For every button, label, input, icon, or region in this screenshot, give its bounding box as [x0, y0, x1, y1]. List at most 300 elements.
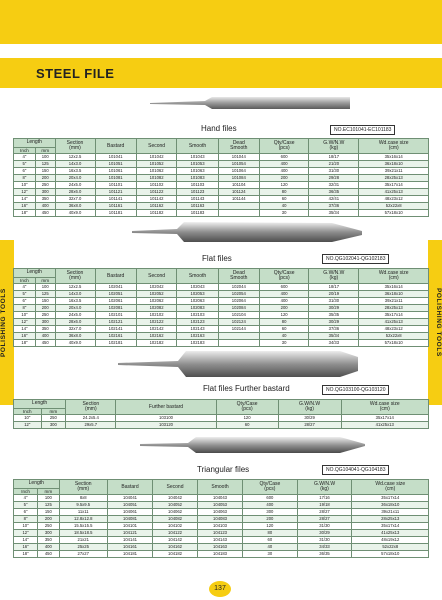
table-cell: 21/20 [309, 161, 359, 168]
table-cell: 30 [259, 210, 308, 217]
table-cell: 104083 [197, 516, 242, 523]
table-cell: 102083 [177, 305, 218, 312]
table-row [14, 516, 429, 523]
table-cell: 102142 [136, 326, 177, 333]
table-cell: 101052 [136, 161, 177, 168]
table-cell: 300 [35, 189, 55, 196]
table-cell: 30/29 [309, 319, 359, 326]
table-cell: 80 [259, 189, 308, 196]
table-cell: 102161 [95, 333, 136, 340]
table-cell: 35/34 [309, 333, 359, 340]
table-cell: 102043 [177, 284, 218, 291]
table-cell: 102104 [218, 312, 259, 319]
table-cell: 8x8 [59, 495, 107, 502]
table-cell: 57x18x10 [352, 551, 429, 558]
table-cell: 39x21x11 [352, 509, 429, 516]
flat-files-code: NO.QG102041-QG102183 [322, 254, 389, 264]
table-cell: 21x21 [59, 537, 107, 544]
table-cell: 18/17 [309, 284, 359, 291]
hand-files-table [13, 138, 429, 217]
table-row [14, 530, 429, 537]
table-cell: 16" [14, 333, 36, 340]
table-cell: 102054 [218, 291, 259, 298]
table-cell: 104141 [107, 537, 152, 544]
table-cell [218, 203, 259, 210]
table-row [14, 189, 429, 196]
table-cell: 37/36 [309, 326, 359, 333]
table-cell: 28x6.0 [55, 319, 95, 326]
page-title: STEEL FILE [36, 66, 115, 81]
table-cell: 36/35 [297, 551, 352, 558]
further-bastard-file-image [118, 347, 358, 381]
col-inch: Inch [14, 409, 42, 415]
table-cell: 200 [38, 516, 60, 523]
table-cell: 102181 [95, 340, 136, 347]
table-row [14, 154, 429, 161]
table-cell: 57x18x10 [359, 340, 429, 347]
table-cell: 101183 [177, 210, 218, 217]
table-cell: 34/33 [309, 340, 359, 347]
table-cell: 300 [38, 530, 60, 537]
table-cell: 25x25 [59, 544, 107, 551]
table-cell: 300 [35, 319, 55, 326]
table-cell: 31/30 [297, 523, 352, 530]
table-cell: 35x17x14 [359, 182, 429, 189]
table-cell: 102042 [136, 284, 177, 291]
col-dead-smooth: Dead Smooth [218, 269, 259, 284]
triangular-files-table [13, 479, 429, 558]
table-cell: 102064 [218, 298, 259, 305]
table-cell: 101043 [177, 154, 218, 161]
table-cell: 36x18x10 [359, 161, 429, 168]
table-cell: 40x9.0 [55, 210, 95, 217]
table-cell: 102082 [136, 305, 177, 312]
col-mm: mm [35, 278, 55, 284]
hand-files-code: NO.EC101041-EC101183 [330, 125, 395, 135]
col-section: Section (mm) [66, 400, 116, 415]
table-cell: 17/16 [297, 495, 352, 502]
table-row [14, 284, 429, 291]
table-cell: 12x2.5 [55, 154, 95, 161]
table-cell: 36x8.0 [55, 333, 95, 340]
table-row [14, 537, 429, 544]
table-cell: 104062 [153, 509, 198, 516]
table-cell: 60 [243, 537, 297, 544]
table-cell: 39x21x11 [359, 168, 429, 175]
table-cell: 39x21x11 [359, 298, 429, 305]
table-cell: 104041 [107, 495, 152, 502]
table-cell: 104082 [153, 516, 198, 523]
table-cell: 28x6.0 [55, 189, 95, 196]
table-cell: 125 [35, 291, 55, 298]
table-cell: 400 [35, 333, 55, 340]
table-cell: 8" [14, 175, 36, 182]
table-cell: 250 [38, 523, 60, 530]
table-cell: 400 [259, 298, 308, 305]
table-cell: 450 [35, 340, 55, 347]
table-cell: 31/30 [309, 298, 359, 305]
table-cell: 28/27 [297, 509, 352, 516]
table-cell: 102163 [177, 333, 218, 340]
table-cell: 400 [259, 291, 308, 298]
table-cell: 57x18x10 [359, 210, 429, 217]
triangular-file-image [140, 432, 365, 458]
table-cell: 28x25x13 [359, 305, 429, 312]
col-gw: G.W/N.W (kg) [309, 269, 359, 284]
table-cell: 36/35 [309, 189, 359, 196]
table-cell: 48x23x12 [359, 196, 429, 203]
table-cell: 28x25x13 [352, 516, 429, 523]
col-bastard: Bastard [107, 480, 152, 495]
table-cell: 101122 [136, 189, 177, 196]
table-cell: 104162 [153, 544, 198, 551]
table-cell: 104143 [197, 537, 242, 544]
table-cell: 12" [14, 422, 42, 429]
table-cell: 200 [259, 175, 308, 182]
table-cell: 36x18x10 [352, 502, 429, 509]
col-smooth: Smooth [197, 480, 242, 495]
table-cell: 14" [14, 326, 36, 333]
table-cell: 14" [14, 196, 36, 203]
table-cell: 20x4.0 [55, 305, 95, 312]
table-row [14, 210, 429, 217]
table-row [14, 168, 429, 175]
table-cell: 18" [14, 551, 38, 558]
table-cell: 101161 [95, 203, 136, 210]
table-cell: 42/41 [309, 196, 359, 203]
table-cell [218, 210, 259, 217]
table-cell: 102102 [136, 312, 177, 319]
table-cell: 150 [38, 509, 60, 516]
table-row [14, 312, 429, 319]
table-cell: 104181 [107, 551, 152, 558]
table-cell: 60 [216, 422, 278, 429]
col-inch: Inch [14, 148, 36, 154]
table-cell: 104042 [153, 495, 198, 502]
table-cell: 102041 [95, 284, 136, 291]
table-row [14, 203, 429, 210]
table-cell: 600 [243, 495, 297, 502]
table-cell: 104161 [107, 544, 152, 551]
table-cell: 104142 [153, 537, 198, 544]
flat-files-title: Flat files [202, 254, 232, 263]
table-cell: 350 [35, 196, 55, 203]
table-cell: 101062 [136, 168, 177, 175]
table-cell: 101064 [218, 168, 259, 175]
table-cell: 35/34 [309, 210, 359, 217]
table-cell: 125 [38, 502, 60, 509]
col-qty: Qty/Case (pcs) [216, 400, 278, 415]
col-wd: Wd.case size (cm) [352, 480, 429, 495]
table-cell: 35x16x14 [359, 284, 429, 291]
table-cell: 34/33 [297, 544, 352, 551]
table-cell: 14x3.0 [55, 161, 95, 168]
table-cell: 28x25x13 [359, 175, 429, 182]
col-section: Section (mm) [59, 480, 107, 495]
table-row [14, 298, 429, 305]
table-cell: 31/30 [297, 537, 352, 544]
table-cell: 101162 [136, 203, 177, 210]
table-cell: 30/29 [278, 415, 341, 422]
table-cell: 60 [259, 326, 308, 333]
table-cell: 37/36 [309, 203, 359, 210]
table-cell: 10" [14, 415, 42, 422]
table-row [14, 544, 429, 551]
table-cell: 35/35 [309, 312, 359, 319]
table-cell: 600 [259, 154, 308, 161]
table-cell: 350 [38, 537, 60, 544]
table-cell: 100 [35, 284, 55, 291]
table-cell: 16x3.5 [55, 298, 95, 305]
table-cell: 12" [14, 189, 36, 196]
table-cell: 101081 [95, 175, 136, 182]
col-wd: Wd.case size (cm) [359, 269, 429, 284]
table-cell: 101054 [218, 161, 259, 168]
further-bastard-code: NO.QG103100-QG103120 [322, 385, 389, 395]
table-cell: 102121 [95, 319, 136, 326]
table-cell: 8" [14, 516, 38, 523]
table-cell: 8" [14, 305, 36, 312]
table-cell: 5" [14, 291, 36, 298]
col-wd: Wd.case size (cm) [359, 139, 429, 154]
table-cell: 12.8x12.8 [59, 516, 107, 523]
table-cell: 300 [41, 422, 66, 429]
top-color-band [0, 0, 442, 44]
table-cell: 450 [35, 210, 55, 217]
table-cell: 101121 [95, 189, 136, 196]
table-cell: 101181 [95, 210, 136, 217]
table-cell: 104182 [153, 551, 198, 558]
table-cell: 48x23x12 [359, 326, 429, 333]
table-cell: 350 [35, 326, 55, 333]
table-row [14, 319, 429, 326]
col-mm: mm [41, 409, 66, 415]
col-qty: Qty/Case (pcs) [243, 480, 297, 495]
table-cell: 18.5x18.5 [59, 530, 107, 537]
table-cell: 104043 [197, 495, 242, 502]
table-cell: 103120 [116, 422, 216, 429]
table-cell: 250 [35, 182, 55, 189]
table-cell: 5" [14, 502, 38, 509]
col-dead-smooth: Dead Smooth [218, 139, 259, 154]
table-cell: 104121 [107, 530, 152, 537]
side-label-right: POLISHING TOOLS [435, 288, 442, 357]
further-bastard-title: Flat files Further bastard [203, 384, 290, 393]
table-cell: 10" [14, 312, 36, 319]
table-row [14, 502, 429, 509]
table-cell: 30/29 [309, 305, 359, 312]
table-cell: 52x22x8 [352, 544, 429, 551]
table-cell: 120 [259, 312, 308, 319]
col-length: Length [14, 139, 56, 148]
col-smooth: Smooth [177, 269, 218, 284]
table-row [14, 333, 429, 340]
table-row [14, 495, 429, 502]
col-second: Second [136, 269, 177, 284]
table-cell: 101124 [218, 189, 259, 196]
col-qty: Qty/Case (pcs) [259, 269, 308, 284]
table-cell: 16" [14, 203, 36, 210]
table-cell: 6" [14, 509, 38, 516]
table-cell: 40 [259, 333, 308, 340]
table-cell: 40x9.0 [55, 340, 95, 347]
table-cell: 28/27 [278, 422, 341, 429]
table-cell: 101053 [177, 161, 218, 168]
table-cell: 12" [14, 530, 38, 537]
table-cell: 104163 [197, 544, 242, 551]
table-cell: 101163 [177, 203, 218, 210]
table-cell: 101104 [218, 182, 259, 189]
table-cell: 10" [14, 523, 38, 530]
table-cell: 400 [243, 502, 297, 509]
table-cell: 102162 [136, 333, 177, 340]
table-cell: 30 [243, 551, 297, 558]
table-cell: 6" [14, 298, 36, 305]
col-bastard: Bastard [95, 269, 136, 284]
table-cell: 102144 [218, 326, 259, 333]
table-cell: 102052 [136, 291, 177, 298]
table-cell: 101041 [95, 154, 136, 161]
table-cell: 104101 [107, 523, 152, 530]
table-cell: 35x17x14 [359, 312, 429, 319]
table-cell: 102103 [177, 312, 218, 319]
table-row [14, 523, 429, 530]
table-cell: 102101 [95, 312, 136, 319]
table-cell: 101101 [95, 182, 136, 189]
table-cell: 101042 [136, 154, 177, 161]
table-cell [218, 340, 259, 347]
table-cell: 27x27 [59, 551, 107, 558]
table-cell: 35x17x14 [352, 495, 429, 502]
table-cell: 104063 [197, 509, 242, 516]
further-bastard-table [13, 399, 429, 429]
table-cell: 24x5.0 [55, 182, 95, 189]
table-cell: 6" [14, 168, 36, 175]
table-cell: 400 [259, 161, 308, 168]
table-cell: 102084 [218, 305, 259, 312]
table-cell: 101142 [136, 196, 177, 203]
table-cell: 80 [243, 530, 297, 537]
table-cell: 400 [259, 168, 308, 175]
table-cell: 101084 [218, 175, 259, 182]
table-cell: 35x17x14 [341, 415, 428, 422]
table-row [14, 305, 429, 312]
flat-file-image [132, 218, 362, 246]
table-cell: 16x3.5 [55, 168, 95, 175]
table-row [14, 340, 429, 347]
table-cell: 14" [14, 537, 38, 544]
table-cell: 101083 [177, 175, 218, 182]
table-cell: 102053 [177, 291, 218, 298]
table-cell: 400 [38, 544, 60, 551]
col-inch: Inch [14, 489, 38, 495]
page-number: 137 [209, 581, 231, 597]
table-cell: 31/30 [309, 168, 359, 175]
table-cell: 12x2.5 [55, 284, 95, 291]
triangular-files-code: NO.QG104041-QG104183 [322, 465, 389, 475]
col-smooth: Smooth [177, 139, 218, 154]
table-cell: 600 [259, 284, 308, 291]
table-cell: 29x5.7 [66, 422, 116, 429]
table-cell: 101044 [218, 154, 259, 161]
table-cell [218, 333, 259, 340]
table-cell: 102143 [177, 326, 218, 333]
col-second: Second [136, 139, 177, 154]
col-gw: G.W/N.W (kg) [309, 139, 359, 154]
table-cell: 101143 [177, 196, 218, 203]
table-cell: 101182 [136, 210, 177, 217]
table-cell: 41x25x13 [352, 530, 429, 537]
table-cell: 18" [14, 210, 36, 217]
table-cell: 12" [14, 319, 36, 326]
table-row [14, 422, 429, 429]
col-further-bastard: Further bastard [116, 400, 216, 415]
table-cell: 102051 [95, 291, 136, 298]
table-cell: 18" [14, 340, 36, 347]
table-cell: 120 [216, 415, 278, 422]
table-cell: 20x4.0 [55, 175, 95, 182]
table-cell: 19/18 [297, 502, 352, 509]
table-row [14, 415, 429, 422]
col-mm: mm [35, 148, 55, 154]
col-section: Section (mm) [55, 139, 95, 154]
table-cell: 30/29 [297, 530, 352, 537]
table-cell: 104051 [107, 502, 152, 509]
table-cell: 30 [259, 340, 308, 347]
table-cell: 150 [35, 298, 55, 305]
table-cell: 52x22x8 [359, 203, 429, 210]
table-cell: 41x25x13 [341, 422, 428, 429]
hand-file-image [150, 92, 350, 116]
table-cell: 104103 [197, 523, 242, 530]
table-cell: 102183 [177, 340, 218, 347]
table-cell: 100 [38, 495, 60, 502]
table-cell: 16" [14, 544, 38, 551]
table-cell: 102141 [95, 326, 136, 333]
table-cell: 24x5.0 [55, 312, 95, 319]
table-cell: 32/31 [309, 182, 359, 189]
table-cell: 32x7.0 [55, 326, 95, 333]
table-cell: 104061 [107, 509, 152, 516]
table-cell: 102124 [218, 319, 259, 326]
table-cell: 102063 [177, 298, 218, 305]
col-qty: Qty/Case (pcs) [259, 139, 308, 154]
table-cell: 4" [14, 154, 36, 161]
table-cell: 36x8.0 [55, 203, 95, 210]
table-row [14, 509, 429, 516]
triangular-files-title: Triangular files [197, 465, 250, 474]
table-cell: 80 [259, 319, 308, 326]
col-gw: G.W/N.W (kg) [297, 480, 352, 495]
table-cell: 103100 [116, 415, 216, 422]
col-bastard: Bastard [95, 139, 136, 154]
col-section: Section (mm) [55, 269, 95, 284]
table-cell: 41x25x13 [359, 189, 429, 196]
table-cell: 101141 [95, 196, 136, 203]
table-cell: 104123 [197, 530, 242, 537]
table-cell: 104081 [107, 516, 152, 523]
table-cell: 104183 [197, 551, 242, 558]
table-cell: 41x25x13 [359, 319, 429, 326]
table-cell: 35x16x14 [359, 154, 429, 161]
side-label-left: POLISHING TOOLS [0, 288, 7, 357]
table-cell: 300 [243, 509, 297, 516]
table-cell: 52x22x8 [359, 333, 429, 340]
table-cell: 102061 [95, 298, 136, 305]
table-cell: 101061 [95, 168, 136, 175]
table-cell: 102081 [95, 305, 136, 312]
table-row [14, 175, 429, 182]
